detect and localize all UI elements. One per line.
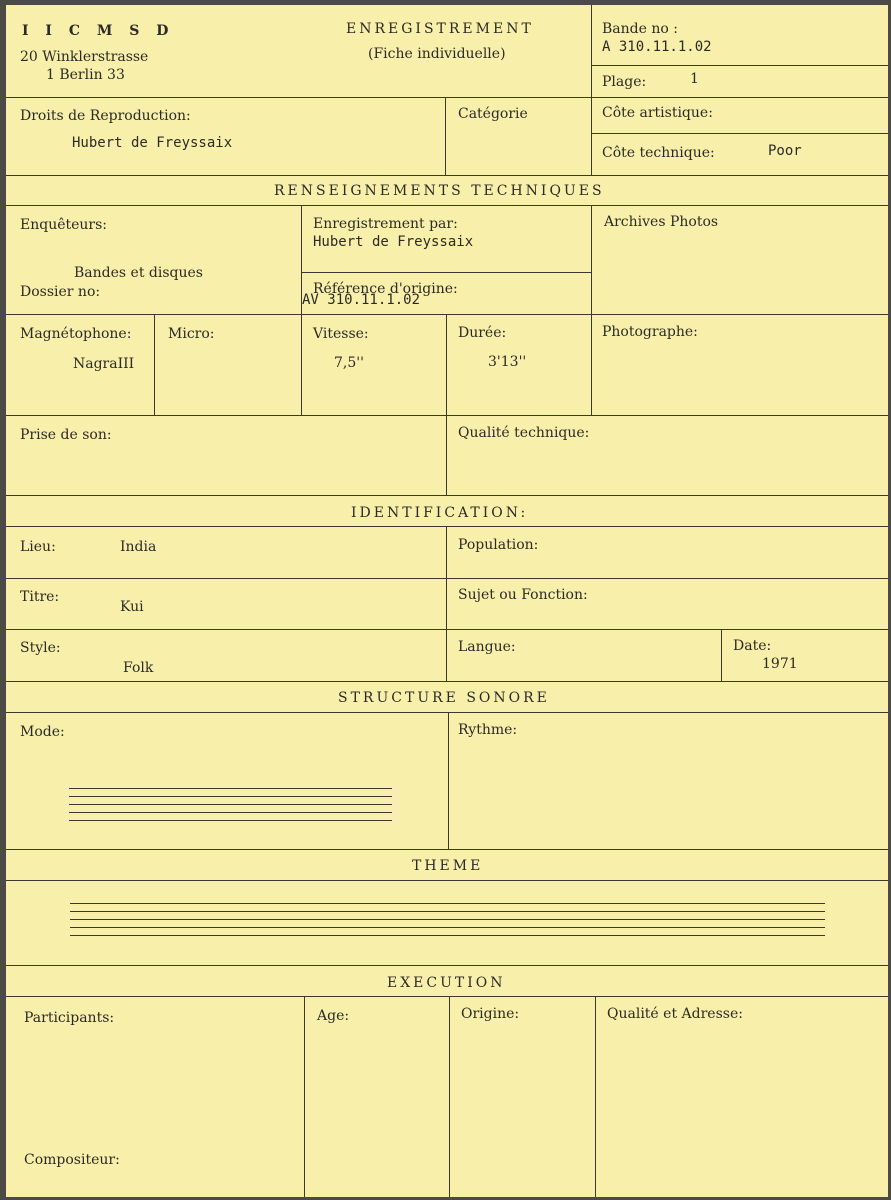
rule [6, 415, 888, 416]
enqueteurs-value: Bandes et disques [74, 265, 203, 281]
mode-staff [69, 788, 392, 828]
form-title: ENREGISTREMENT [346, 21, 534, 37]
enqueteurs-label: Enquêteurs: [20, 217, 108, 233]
style-label: Style: [20, 640, 61, 656]
section-heading-structure: STRUCTURE SONORE [338, 690, 550, 706]
form-subtitle: (Fiche individuelle) [368, 46, 506, 62]
rule [448, 712, 449, 849]
langue-label: Langue: [458, 639, 516, 655]
duree-value: 3'13'' [488, 354, 527, 370]
sujet-fonction-label: Sujet ou Fonction: [458, 587, 588, 603]
rule [301, 272, 591, 273]
rule [445, 97, 446, 175]
rule [6, 996, 888, 997]
magnetophone-label: Magnétophone: [20, 326, 132, 342]
compositeur-label: Compositeur: [24, 1152, 120, 1168]
qualite-adresse-label: Qualité et Adresse: [607, 1006, 743, 1022]
rule [591, 205, 592, 415]
cote-technique-label: Côte technique: [602, 145, 715, 161]
org-logo: I I C M S D [22, 23, 175, 39]
rule [595, 996, 596, 1197]
theme-staff [70, 903, 825, 943]
origine-label: Origine: [461, 1006, 520, 1022]
titre-label: Titre: [20, 589, 60, 605]
rule [6, 495, 888, 496]
rule [6, 526, 888, 527]
plage-value: 1 [690, 71, 699, 87]
qualite-technique-label: Qualité technique: [458, 425, 590, 441]
rule [446, 314, 447, 495]
rule [6, 681, 888, 682]
lieu-value: India [120, 539, 157, 555]
rule [6, 97, 888, 98]
date-label: Date: [733, 638, 772, 654]
rule [6, 314, 888, 315]
rule [6, 880, 888, 881]
age-label: Age: [317, 1008, 350, 1024]
bande-value: A 310.11.1.02 [602, 39, 712, 55]
categorie-label: Catégorie [458, 106, 528, 122]
enregistrement-par-value: Hubert de Freyssaix [313, 234, 474, 250]
archives-photos-label: Archives Photos [604, 214, 719, 230]
rule [6, 712, 888, 713]
rule [301, 205, 302, 415]
rule [6, 849, 888, 850]
section-heading-tech: RENSEIGNEMENTS TECHNIQUES [274, 183, 605, 199]
reference-origine-label: Référence d'origine: [313, 281, 458, 297]
section-heading-theme: THEME [412, 858, 484, 874]
droits-label: Droits de Reproduction: [20, 108, 191, 124]
photographe-label: Photographe: [602, 324, 698, 340]
reference-origine-value: AV 310.11.1.02 [302, 292, 421, 308]
rule [591, 133, 888, 134]
address-line2: 1 Berlin 33 [46, 67, 125, 83]
rule [6, 629, 888, 630]
rule [6, 205, 888, 206]
enregistrement-par-label: Enregistrement par: [313, 216, 458, 232]
duree-label: Durée: [458, 325, 507, 341]
magnetophone-value: NagraIII [73, 356, 135, 372]
lieu-label: Lieu: [20, 539, 56, 555]
address-line1: 20 Winklerstrasse [20, 49, 149, 65]
rule [304, 996, 305, 1197]
record-card [6, 5, 888, 1197]
dossier-label: Dossier no: [20, 284, 101, 300]
droits-value: Hubert de Freyssaix [72, 135, 233, 151]
rule [6, 175, 888, 176]
vitesse-label: Vitesse: [313, 326, 369, 342]
titre-value: Kui [120, 599, 144, 615]
rule [6, 965, 888, 966]
micro-label: Micro: [168, 326, 215, 342]
rule [6, 578, 888, 579]
population-label: Population: [458, 537, 539, 553]
vitesse-value: 7,5'' [334, 355, 364, 371]
section-heading-identification: IDENTIFICATION: [351, 505, 529, 521]
prise-de-son-label: Prise de son: [20, 427, 112, 443]
rule [721, 629, 722, 681]
date-value: 1971 [762, 656, 798, 672]
rule [154, 314, 155, 415]
rule [449, 996, 450, 1197]
cote-artistique-label: Côte artistique: [602, 105, 713, 121]
bande-label: Bande no : [602, 21, 678, 37]
rythme-label: Rythme: [458, 722, 518, 738]
section-heading-execution: EXECUTION [387, 975, 506, 991]
rule [591, 5, 592, 175]
mode-label: Mode: [20, 724, 65, 740]
style-value: Folk [123, 660, 154, 676]
rule [446, 526, 447, 681]
participants-label: Participants: [24, 1010, 115, 1026]
cote-technique-value: Poor [768, 143, 802, 159]
plage-label: Plage: [602, 74, 647, 90]
rule [591, 65, 888, 66]
